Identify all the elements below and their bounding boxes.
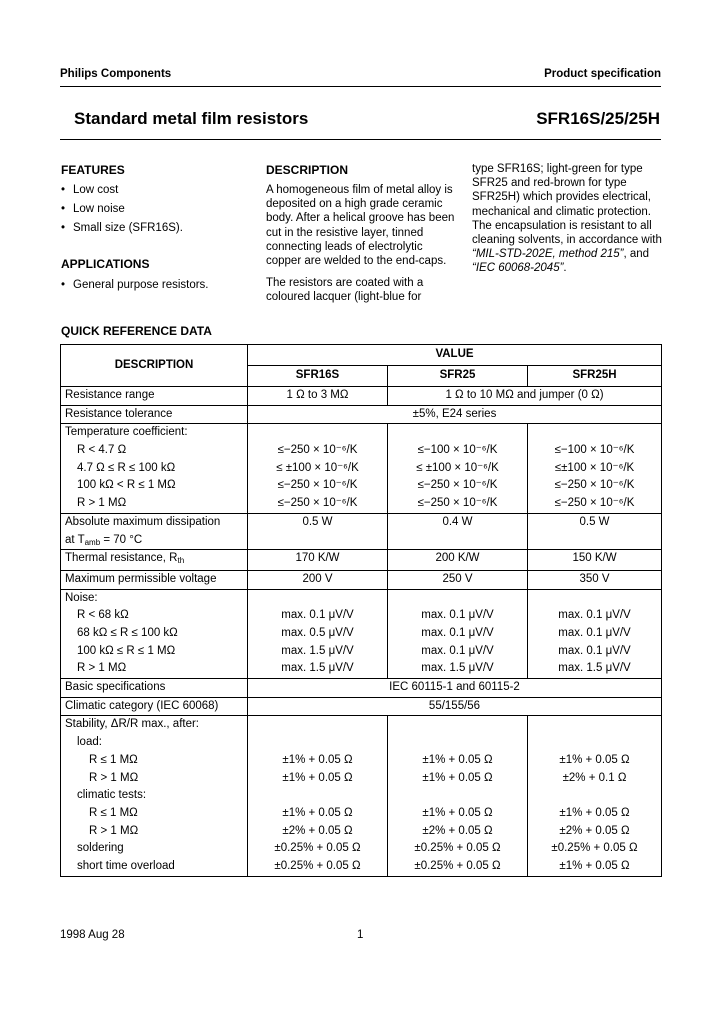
document-type: Product specification — [544, 68, 661, 80]
table-row: Maximum permissible voltage 200 V 250 V 350 V — [61, 570, 662, 589]
footer-date: 1998 Aug 28 — [60, 929, 125, 941]
col-sfr25-header: SFR25 — [388, 366, 528, 387]
table-row: Thermal resistance, $R_{th}$ 170 K/W 200 K/W 150 K/W — [61, 550, 662, 571]
title-rule — [60, 139, 661, 140]
list-item: • Low noise — [61, 202, 125, 215]
features-list — [61, 183, 251, 239]
applications-heading: APPLICATIONS — [61, 257, 150, 271]
page-title: Standard metal film resistors — [74, 109, 309, 128]
description-para-1: A homogeneous film of metal alloy is deposited on a high grade ceramic body. After a helical groove has been cut in the resistive layer, tinned connecting leads of electrolytic copper are welded to the end-caps. — [266, 184, 455, 268]
description-heading: DESCRIPTION — [266, 163, 349, 177]
applications-list — [61, 278, 251, 297]
list-item: • Low cost — [61, 184, 119, 196]
table-row: Resistance tolerance ±5%, E24 series — [61, 405, 662, 424]
table-row: Absolute maximum dissipation at $T_{amb} = 70$ °C 0.5 W 0.4 W 0.5 W — [61, 513, 662, 549]
description-para-2: The resistors are coated with a coloured lacquer (light-blue for — [266, 277, 424, 304]
table-row: Climatic category (IEC 60068) 55/155/56 — [61, 697, 662, 716]
table-row: Temperature coefficient: R < 4.7 Ω 4.7 Ω ≤ R ≤ 100 kΩ 100 kΩ < R ≤ 1 MΩ R > 1 MΩ ≤−250 × 10⁻⁶/K ≤ ±100 × 10⁻⁶/K ≤−250 × 10⁻⁶/K ≤−250 × 10⁻⁶/K ≤−100 × 10⁻⁶/K ≤ ±100 × 10⁻⁶/K ≤−250 × 10⁻⁶/K ≤−250 × 10⁻⁶/K ≤−100 × 10⁻⁶/K ≤±100 × 10⁻⁶/K ≤−250 × 10⁻⁶/K ≤−250 × 10⁻⁶/K — [61, 424, 662, 513]
col-value-header: VALUE — [248, 345, 662, 366]
qrd-heading: QUICK REFERENCE DATA — [61, 324, 212, 338]
company-name: Philips Components — [60, 68, 172, 80]
table-row: Resistance range 1 Ω to 3 MΩ 1 Ω to 10 MΩ and jumper (0 Ω) — [61, 387, 662, 406]
col-description-header: DESCRIPTION — [61, 345, 248, 387]
col-sfr25h-header: SFR25H — [528, 366, 662, 387]
list-item: • Small size (SFR16S). — [61, 221, 183, 234]
features-heading: FEATURES — [61, 163, 125, 177]
table-row: Basic specifications IEC 60115-1 and 60115-2 — [61, 679, 662, 698]
col-sfr16s-header: SFR16S — [248, 366, 388, 387]
page-number: 1 — [357, 929, 364, 941]
table-row: Stability, ΔR/R max., after: load: R ≤ 1 MΩ R > 1 MΩ climatic tests: R ≤ 1 MΩ R > 1 MΩ soldering short time overload ±1% + 0.05 Ω ±1% + 0.05 Ω ±1% + 0.05 Ω ±2% + 0.05 Ω ±0.25% + 0.05 Ω ±0.25% + 0.05 Ω ±1% + 0.05 Ω ±1% + 0.05 Ω ±1% + 0.05 Ω ±2% + 0.05 Ω ±0.25% + 0.05 Ω ±0.25% + 0.05 Ω ±1% + 0.05 Ω ±2% + 0.1 Ω ±1% + 0.05 Ω ±2% + 0.05 Ω ±0.25% + 0.05 Ω ±1% + 0.05 Ω — [61, 716, 662, 876]
header-rule — [60, 86, 661, 87]
table-row: Noise: R < 68 kΩ 68 kΩ ≤ R ≤ 100 kΩ 100 kΩ ≤ R ≤ 1 MΩ R > 1 MΩ max. 0.1 μV/V max. 0.5 μV/V max. 1.5 μV/V max. 1.5 μV/V max. 0.1 μV/V max. 0.1 μV/V max. 0.1 μV/V max. 1.5 μV/V max. 0.1 μV/V max. 0.1 μV/V max. 0.1 μV/V max. 1.5 μV/V — [61, 589, 662, 678]
part-number: SFR16S/25/25H — [536, 109, 660, 128]
quick-reference-table — [60, 344, 662, 877]
description-continued: type SFR16S; light-green for type SFR25 and red-brown for type SFR25H) which provides electrical, mechanical and climatic protection. The encapsulation is resistant to all cleaning solvents, in accordance with “MIL-STD-202E, method 215”, and “IEC 60068-2045”. — [472, 163, 662, 275]
list-item: • General purpose resistors. — [61, 279, 209, 291]
